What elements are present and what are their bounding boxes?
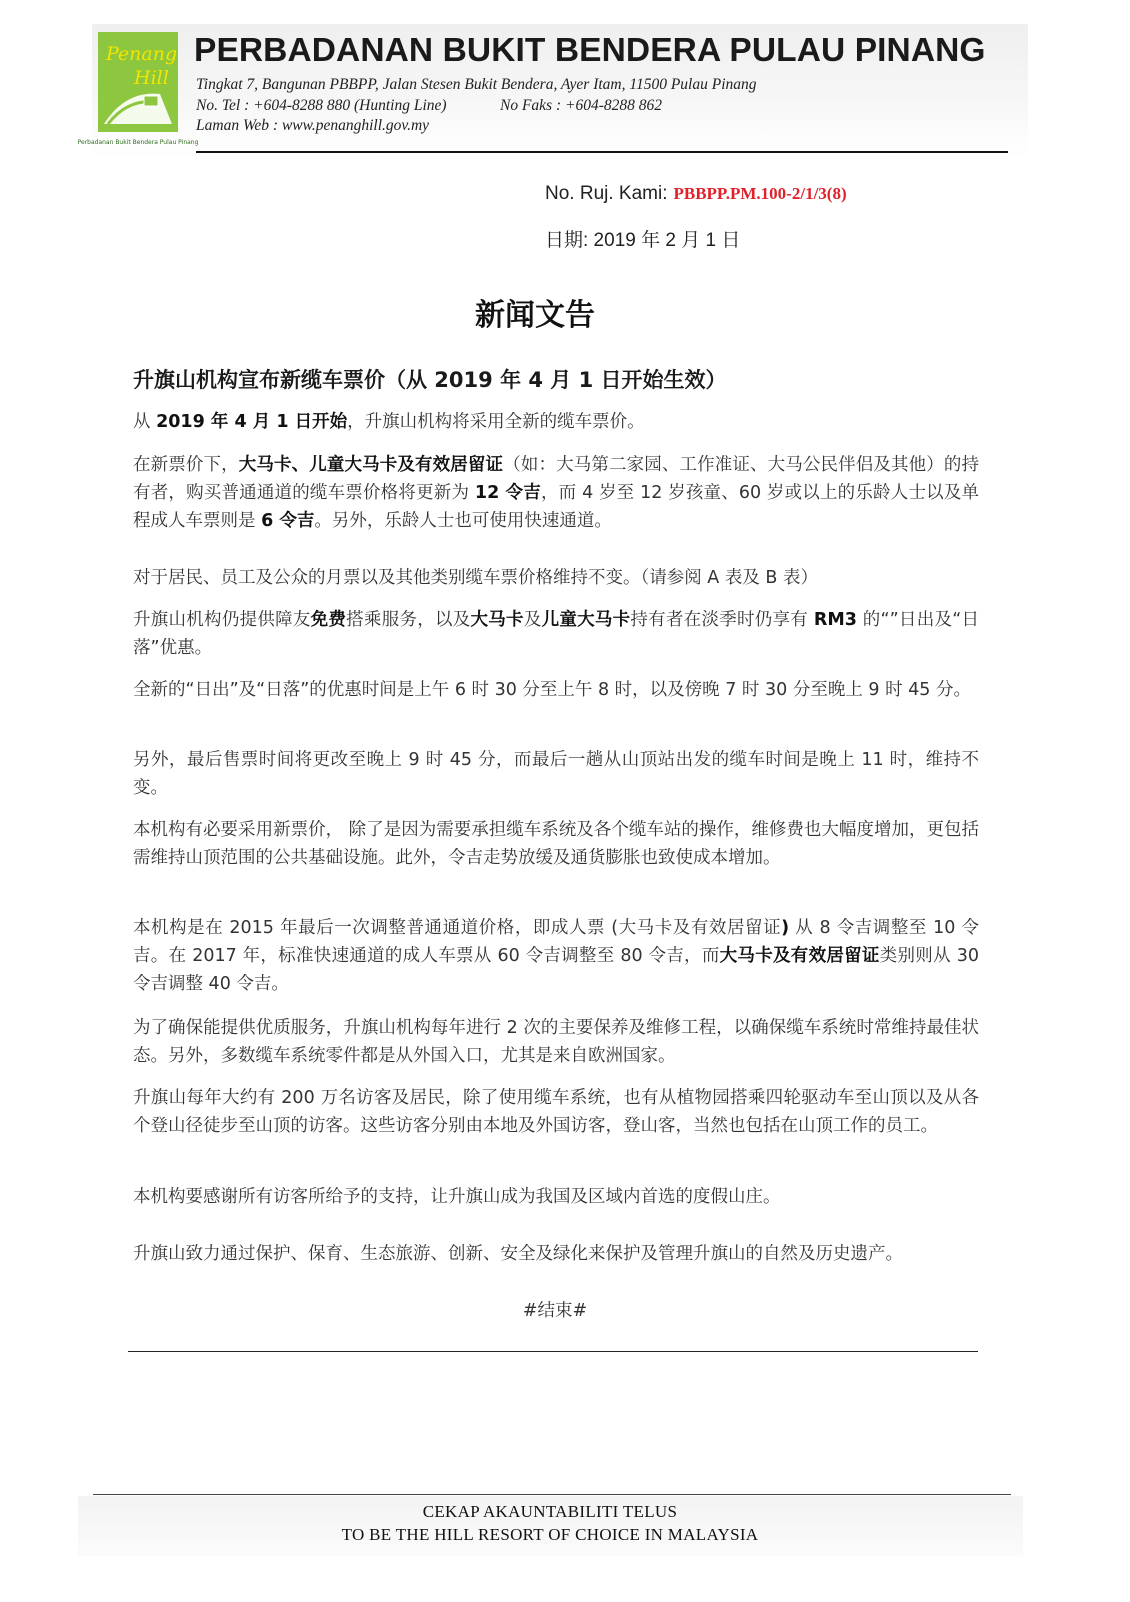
telephone-number: No. Tel : +604-8288 880 (Hunting Line) bbox=[196, 97, 447, 114]
reference-code: PBBPP.PM.100-2/1/3(8) bbox=[673, 184, 847, 203]
paragraph-7: 本机构有必要采用新票价， 除了是因为需要承担缆车系统及各个缆车站的操作，维修费也大幅度增加，更包括需维持山顶范围的公共基础设施。此外，令吉走势放缓及通货膨胀也致使成本增加。 bbox=[133, 820, 979, 868]
logo-text-top: Penang bbox=[106, 43, 178, 65]
paragraph-6: 另外，最后售票时间将更改至晚上 9 时 45 分，而最后一趟从山顶站出发的缆车时间是晚上 11 时，维持不变。 bbox=[133, 750, 979, 798]
address-line: Tingkat 7, Bangunan PBBPP, Jalan Stesen Bukit Bendera, Ayer Itam, 11500 Pulau Pinang bbox=[196, 76, 757, 93]
fax-number: No Faks : +604-8288 862 bbox=[500, 97, 663, 114]
paragraph-1: 从 2019 年 4 月 1 日开始，升旗山机构将采用全新的缆车票价。 bbox=[133, 412, 645, 432]
reference-label: No. Ruj. Kami: bbox=[545, 183, 668, 204]
paragraph-9: 为了确保能提供优质服务，升旗山机构每年进行 2 次的主要保养及维修工程，以确保缆车系统时常维持最佳状态。另外，多数缆车系统零件都是从外国入口，尤其是来自欧洲国家。 bbox=[133, 1018, 979, 1066]
document-title: 新闻文告 bbox=[475, 298, 595, 333]
paragraph-2: 在新票价下，大马卡、儿童大马卡及有效居留证（如：大马第二家园、工作准证、大马公民伴侣及其他）的持有者，购买普通通道的缆车票价格将更新为 12 令吉，而 4 岁至 12 岁孩童、60 岁或以上的乐龄人士以及单程成人车票则是 6 令吉。另外，乐龄人士也可使用快速通道。 bbox=[133, 455, 980, 531]
organization-name: PERBADANAN BUKIT BENDERA PULAU PINANG bbox=[194, 32, 986, 69]
headline: 升旗山机构宣布新缆车票价（从 2019 年 4 月 1 日开始生效） bbox=[133, 368, 727, 392]
logo-caption: Perbadanan Bukit Bendera Pulau Pinang bbox=[77, 139, 199, 146]
paragraph-4: 升旗山机构仍提供障友免费搭乘服务，以及大马卡及儿童大马卡持有者在淡季时仍享有 RM3 的“”日出及“日落”优惠。 bbox=[133, 610, 980, 658]
reference-line bbox=[545, 183, 847, 205]
paragraph-5: 全新的“日出”及“日落”的优惠时间是上午 6 时 30 分至上午 8 时，以及傍晚 7 时 30 分至晚上 9 时 45 分。 bbox=[133, 680, 971, 700]
paragraph-3: 对于居民、员工及公众的月票以及其他类别缆车票价格维持不变。（请参阅 A 表及 B 表） bbox=[133, 568, 818, 588]
footer-divider bbox=[93, 1494, 1011, 1495]
end-mark: #结束# bbox=[522, 1301, 588, 1321]
header-divider bbox=[196, 151, 1008, 153]
paragraph-10: 升旗山每年大约有 200 万名访客及居民，除了使用缆车系统，也有从植物园搭乘四轮驱动车至山顶以及从各个登山径徒步至山顶的访客。这些访客分别由本地及外国访客，登山客，当然也包括在山顶工作的员工。 bbox=[133, 1088, 979, 1136]
logo-text-bottom: Hill bbox=[134, 67, 169, 89]
body-divider bbox=[128, 1351, 978, 1352]
website-line: Laman Web : www.penanghill.gov.my bbox=[196, 117, 430, 134]
paragraph-11: 本机构要感谢所有访客所给予的支持，让升旗山成为我国及区域内首选的度假山庄。 bbox=[133, 1187, 781, 1207]
footer-motto: CEKAP AKAUNTABILITI TELUS bbox=[422, 1502, 678, 1521]
contact-line bbox=[196, 97, 663, 115]
penang-hill-logo bbox=[77, 32, 199, 150]
paragraph-12: 升旗山致力通过保护、保育、生态旅游、创新、安全及绿化来保护及管理升旗山的自然及历史遗产。 bbox=[133, 1244, 903, 1264]
document-date: 日期: 2019 年 2 月 1 日 bbox=[545, 230, 741, 251]
paragraph-8: 本机构是在 2015 年最后一次调整普通通道价格，即成人票 (大马卡及有效居留证) 从 8 令吉调整至 10 令吉。在 2017 年，标准快速通道的成人车票从 60 令吉调整至 80 令吉，而大马卡及有效居留证类别则从 30 令吉调整 40 令吉。 bbox=[133, 918, 980, 994]
footer-tagline: TO BE THE HILL RESORT OF CHOICE IN MALAYSIA bbox=[341, 1525, 759, 1544]
